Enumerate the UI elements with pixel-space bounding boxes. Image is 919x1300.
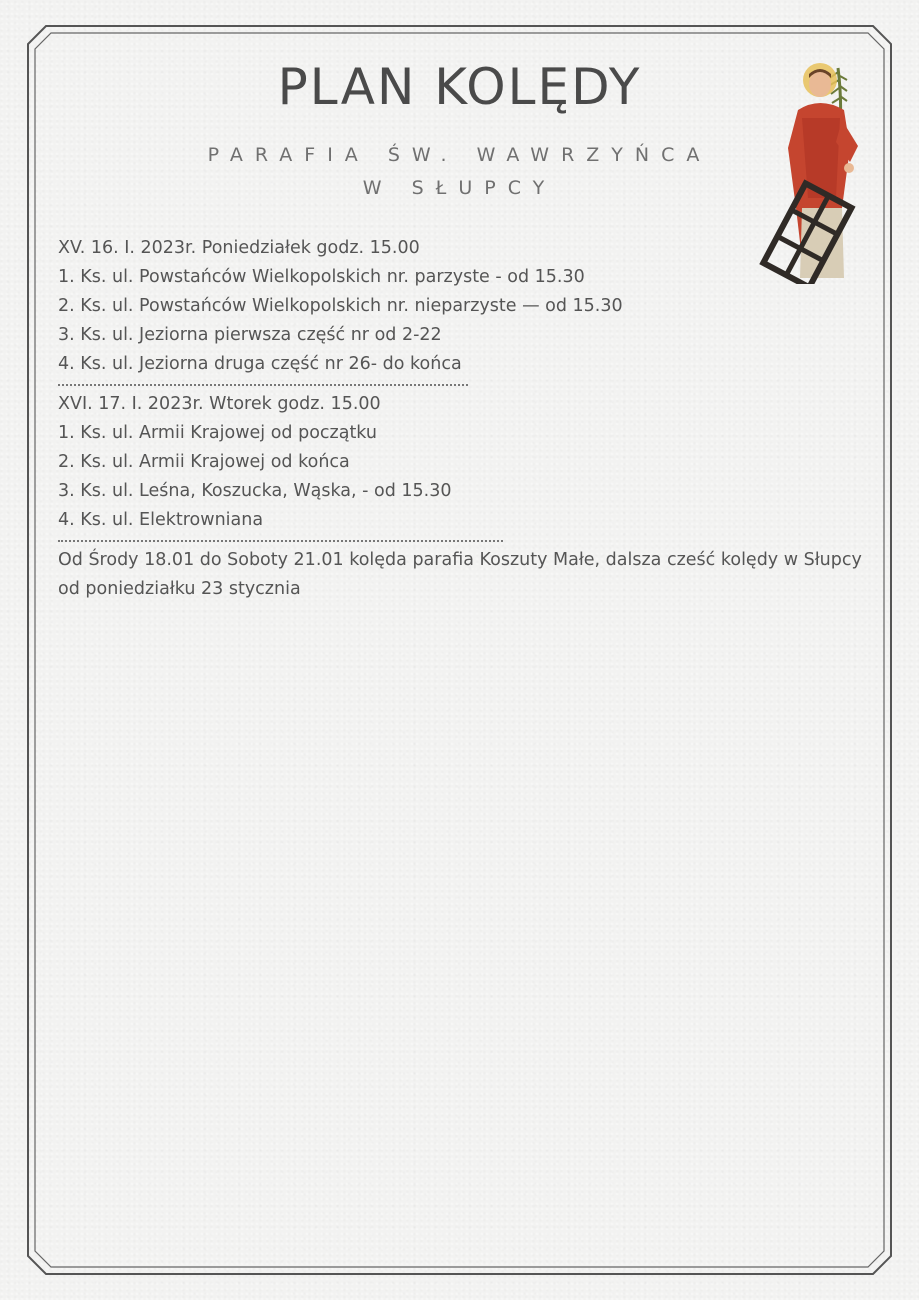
day1-item-2: 2. Ks. ul. Powstańców Wielkopolskich nr. nieparzyste — od 15.30	[58, 296, 623, 316]
day1-item-4: 4. Ks. ul. Jeziorna druga część nr 26- do końca	[58, 354, 462, 374]
day2-item-4: 4. Ks. ul. Elektrowniana	[58, 510, 264, 530]
day2-item-2: 2. Ks. ul. Armii Krajowej od końca	[58, 452, 350, 472]
schedule-note: Od Środy 18.01 do Soboty 21.01 kolęda parafia Koszuty Małe, dalsza cześć kolędy w Słupcy od poniedziałku 23 stycznia	[58, 550, 862, 599]
day1-item-1: 1. Ks. ul. Powstańców Wielkopolskich nr. parzyste - od 15.30	[58, 267, 585, 287]
day2-item-1: 1. Ks. ul. Armii Krajowej od początku	[58, 423, 377, 443]
day2-item-3: 3. Ks. ul. Leśna, Koszucka, Wąska, - od 15.30	[58, 481, 452, 501]
day1-item-3: 3. Ks. ul. Jeziorna pierwsza część nr od 2-22	[58, 325, 442, 345]
parish-name: PARAFIA ŚW. WAWRZYŃCA	[207, 144, 712, 166]
day2-heading: XVI. 17. I. 2023r. Wtorek godz. 15.00	[58, 394, 381, 414]
schedule-content	[58, 234, 868, 604]
parish-location: W SŁUPCY	[362, 177, 557, 199]
day1-heading: XV. 16. I. 2023r. Poniedziałek godz. 15.00	[58, 238, 420, 258]
page-title: PLAN KOLĘDY	[277, 58, 642, 116]
